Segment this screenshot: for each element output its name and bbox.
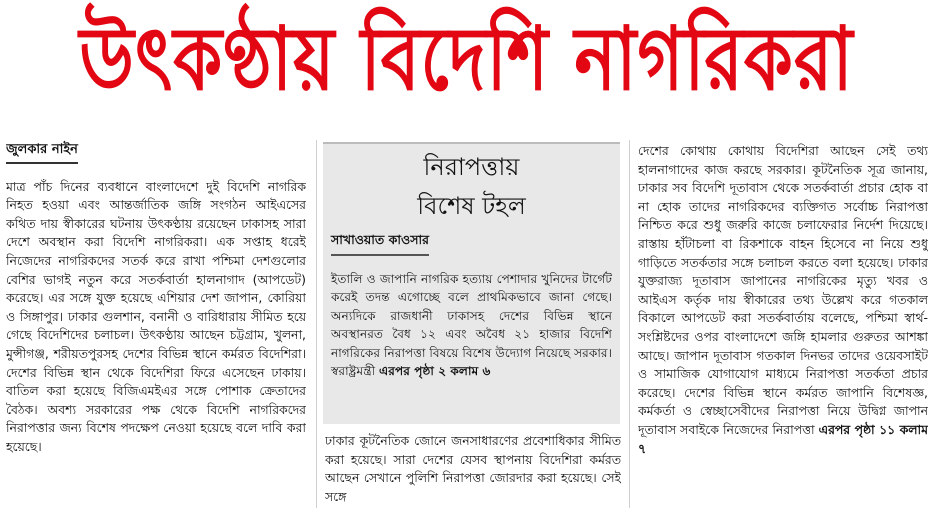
left-article xyxy=(6,140,306,508)
headline xyxy=(0,0,933,128)
box-body-text: ইতালি ও জাপানি নাগরিক হত্যায় পেশাদার খুনিদের টার্গেট করেই তদন্ত এগোচ্ছে বলে প্রাথমিকভাবে জানা গেছে। অন্যদিকে রাজধানী ঢাকাসহ দেশের বিভিন্ন স্থানে অবস্থানরত বৈধ ১২ এবং অবৈধ ২১ হাজার বিদেশি নাগরিকের নিরাপত্তা বিষয়ে বিশেষ উদ্যোগ নিয়েছে সরকার। স্বরাষ্ট্রমন্ত্রী xyxy=(331,272,612,379)
right-article-body: দেশের কোথায় কোথায় বিদেশিরা আছেন সেই তথ্য হালনাগাদের কাজ করছে সরকার। কূটনৈতিক সূত্র জানায়, ঢাকার সব বিদেশি দূতাবাস থেকে সতর্কবার্তা প্রচার হোক বা না হোক তাদের নাগরিকদের ব্যক্তিগত সর্বোচ্চ নিরাপত্তা নিশ্চিত করে শুধু জরুরি কাজে চলাফেরার নির্দেশ দিয়েছে। রাস্তায় হাঁটাচলা বা রিকশাকে বাহন হিসেবে না নিয়ে শুধু গাড়িতে সতর্কতার সঙ্গে চলাচল করতে বলা হয়েছে। ঢাকার যুক্তরাজ্য দূতাবাস জাপানের নাগরিকের মৃত্যু খবর ও আইএস কর্তৃক দায় স্বীকারের তথ্য উল্লেখ করে গতকাল বিকালে আপডেট করা সতর্কবার্তায় বলেছে, পশ্চিমা স্বার্থ-সংশ্লিষ্টদের ওপর বাংলাদেশে জঙ্গি হামলার গুরুতর আশঙ্কা আছে। জাপান দূতাবাস গতকাল দিনভর তাদের ওয়েবসাইট ও সামাজিক যোগাযোগ মাধ্যমে নিরাপত্তা সতর্কতা প্রচার করেছে। দেশের বিভিন্ন স্থানে কর্মরত জাপানি বিশেষজ্ঞ, কর্মকর্তা ও স্বেচ্ছাসেবীদের নিরাপত্তা নিয়ে উদ্বিগ্ন জাপান দূতাবাস সবাইকে নিজেদের নিরাপত্তা xyxy=(638,143,928,437)
headline-text: উৎকণ্ঠায় বিদেশি নাগরিকরা xyxy=(79,7,854,110)
right-article-continued: এরপর পৃষ্ঠা ১১ কলাম ৭ xyxy=(638,421,928,456)
right-article xyxy=(638,142,928,508)
box-byline: সাখাওয়াত কাওসার xyxy=(331,232,429,256)
security-patrol-box xyxy=(323,142,620,424)
left-article-body: মাত্র পাঁচ দিনের ব্যবধানে বাংলাদেশে দুই বিদেশি নাগরিক নিহত হওয়া এবং আন্তর্জাতিক জঙ্গি সংগঠন আইএসের কথিত দায় স্বীকারের ঘটনায় উৎকণ্ঠায় রয়েছেন ঢাকাসহ সারা দেশে অবস্থান করা বিদেশি নাগরিকরা। এক সপ্তাহ ধরেই নিজেদের নাগরিকদের সতর্ক করে রাখা পশ্চিমা দেশগুলোর বেশির ভাগই নতুন করে সতর্কবার্তা হালনাগাদ (আপডেট) করেছে। এর সঙ্গে যুক্ত হয়েছে এশিয়ার দেশ জাপান, কোরিয়া ও সিঙ্গাপুর। ঢাকার গুলশান, বনানী ও বারিধারায় সীমিত হয়ে গেছে বিদেশিদের চলাচল। উৎকণ্ঠায় আছেন চট্টগ্রাম, খুলনা, মুন্সীগঞ্জ, শরীয়তপুরসহ দেশের বিভিন্ন স্থানে কর্মরত বিদেশিরা। দেশের বিভিন্ন স্থান থেকে বিদেশিরা ফিরে এসেছেন ঢাকায়। বাতিল করা হয়েছে বিজিএমইএর সঙ্গে পোশাক ক্রেতাদের বৈঠক। অবশ্য সরকারের পক্ষ থেকে বিদেশি নাগরিকদের নিরাপত্তার জন্য বিশেষ পদক্ষেপ নেওয়া হয়েছে বলে দাবি করা হয়েছে। xyxy=(6,178,306,454)
box-body xyxy=(331,270,612,380)
box-continued: এরপর পৃষ্ঠা ২ কলাম ৬ xyxy=(379,364,491,379)
box-title-line2: বিশেষ টহল xyxy=(417,192,526,220)
box-title-line1: নিরাপত্তায় xyxy=(423,153,520,181)
column-divider xyxy=(316,140,317,508)
middle-article-continuation: ঢাকার কূটনৈতিক জোনে জনসাধারণের প্রবেশাধিকার সীমিত করা হয়েছে। সারা দেশের যেসব স্থাপনায় বিদেশিরা কর্মরত আছেন সেখানে পুলিশি নিরাপত্তা জোরদার করা হয়েছে। সেই সঙ্গে xyxy=(325,433,621,504)
left-article-byline: জুলকার নাইন xyxy=(6,141,78,164)
column-divider xyxy=(629,140,630,508)
